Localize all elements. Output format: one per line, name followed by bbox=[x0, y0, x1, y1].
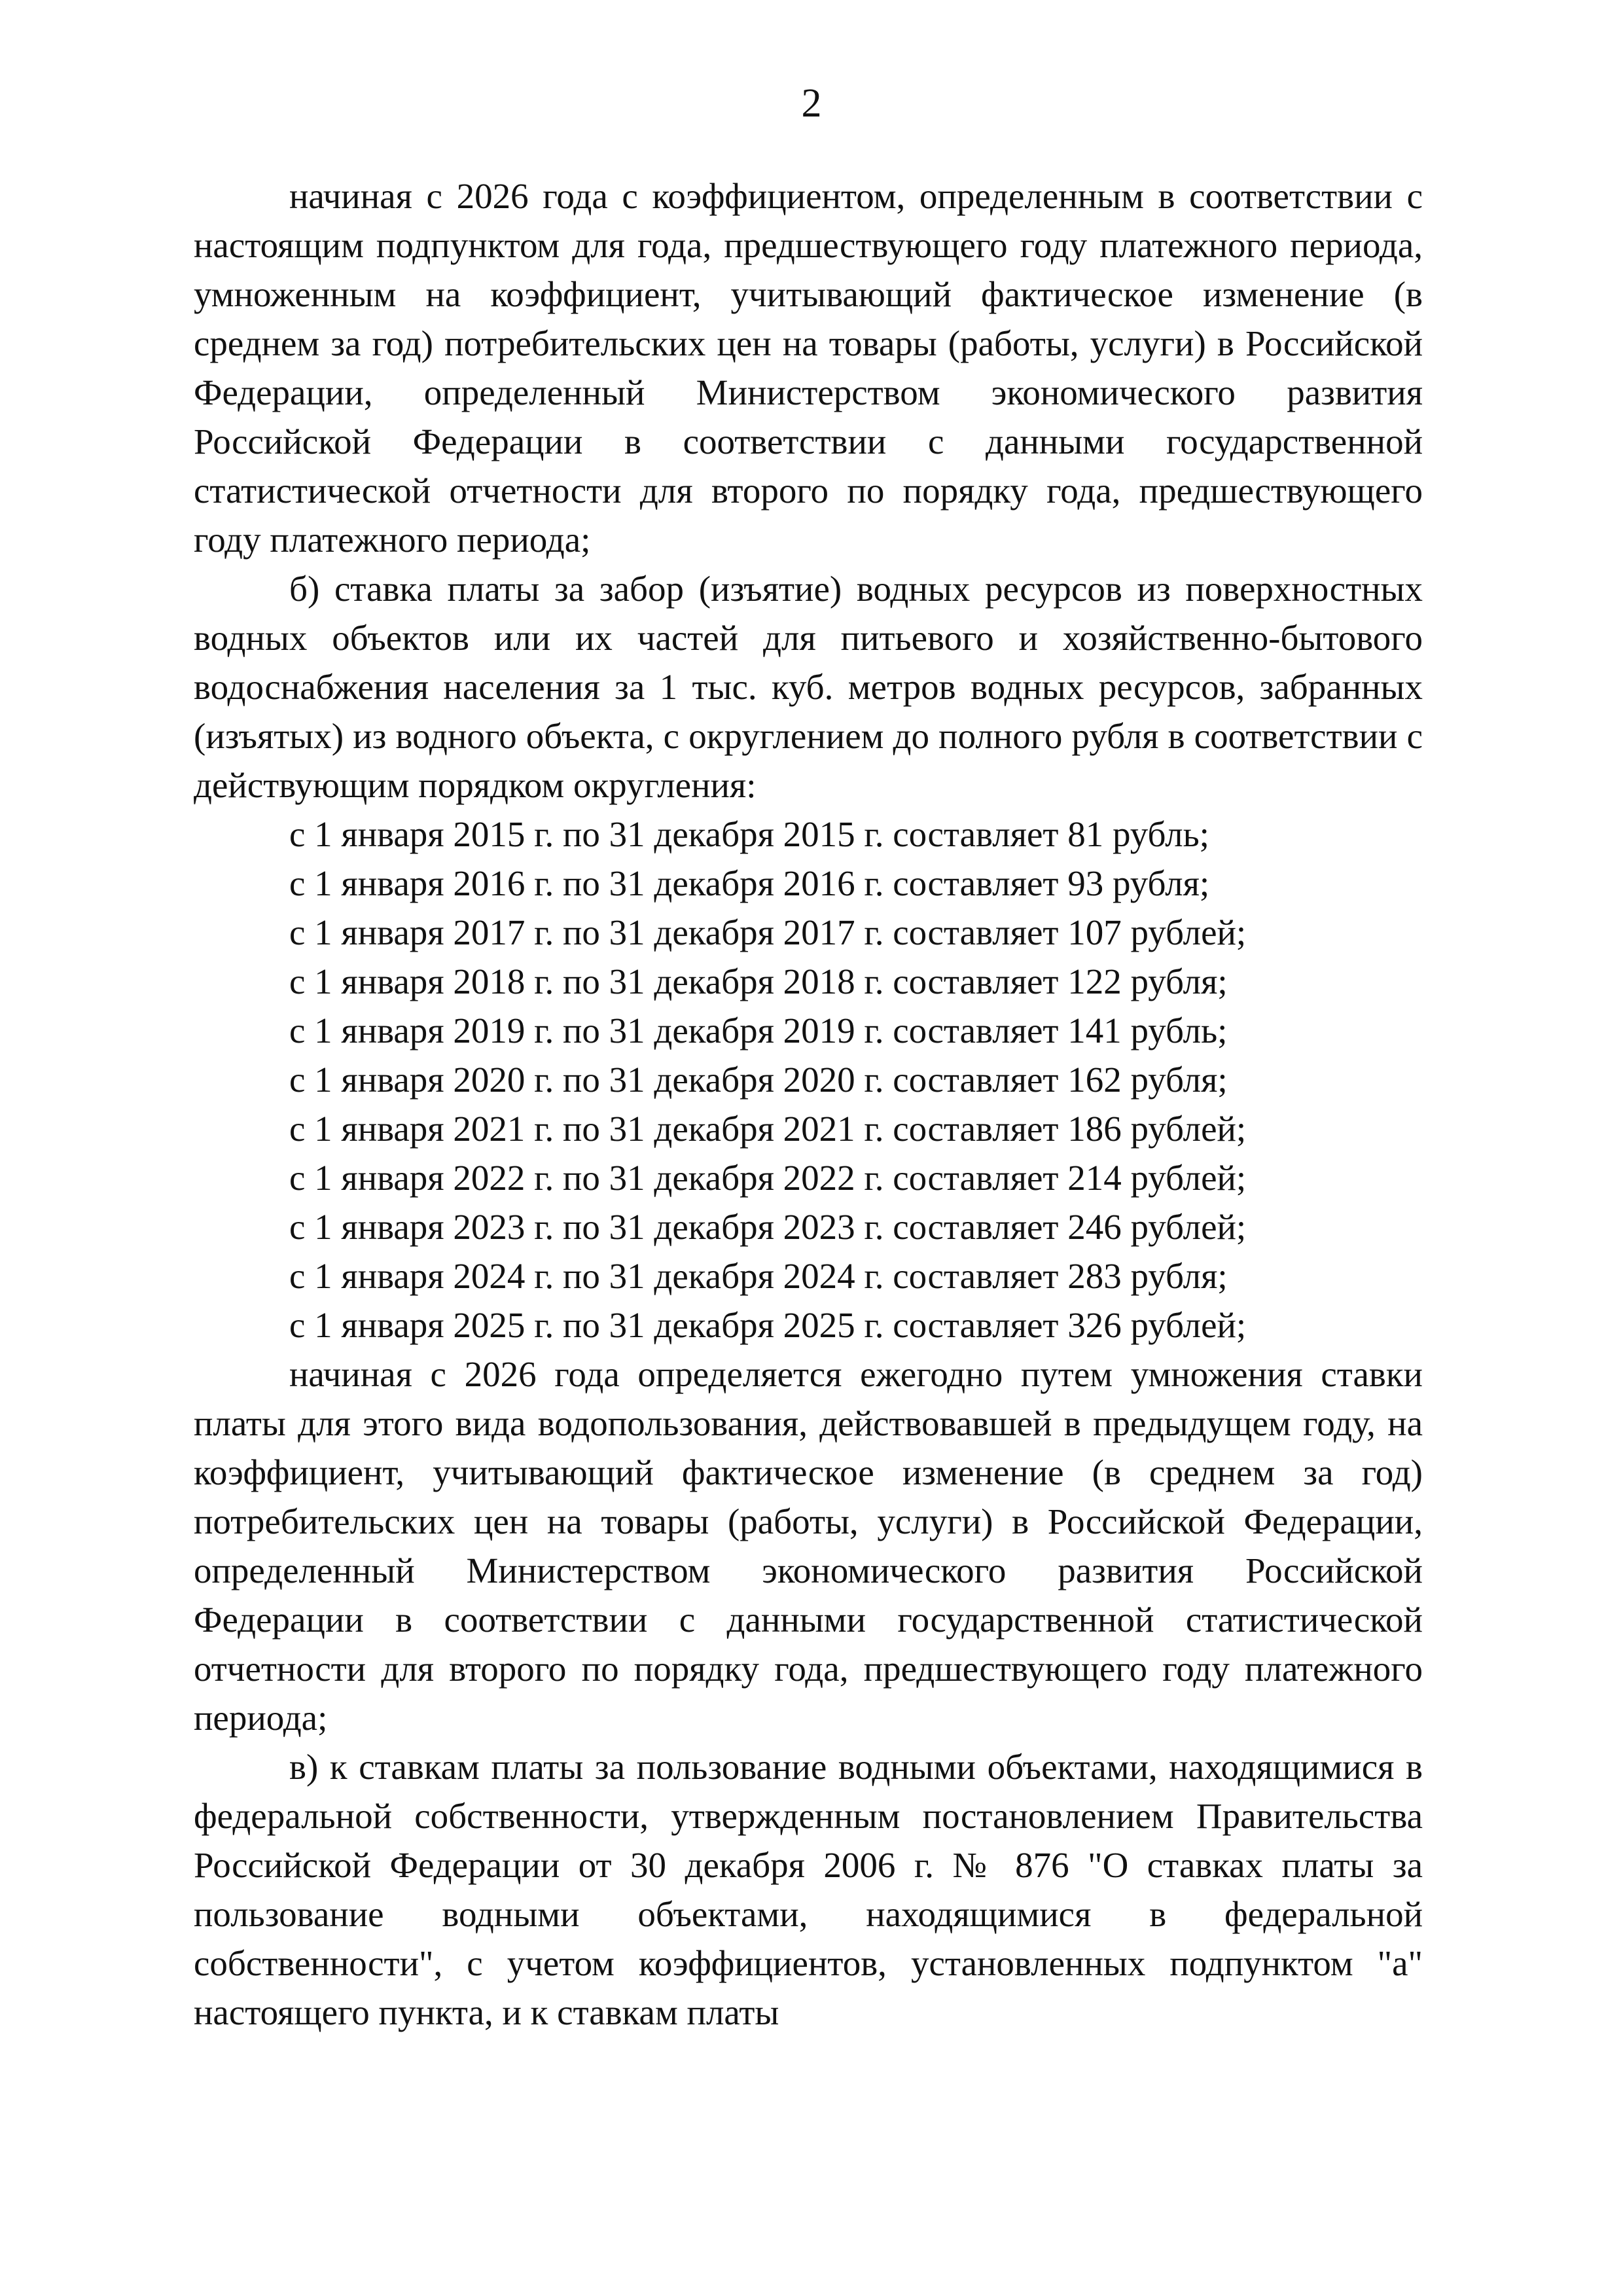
rate-item-2025: с 1 января 2025 г. по 31 декабря 2025 г. составляет 326 рублей; bbox=[289, 1305, 1247, 1345]
rate-item-2021: с 1 января 2021 г. по 31 декабря 2021 г. составляет 186 рублей; bbox=[289, 1109, 1247, 1149]
document-body bbox=[194, 171, 1423, 2037]
paragraph-subitem-v: в) к ставкам платы за пользование водными объектами, находящимися в федеральной собственности, утвержденным постановлением Правительства Российской Федерации от 30 декабря 2006 г. № 876 "О ставках платы за пользование водными объектами, находящимися в федеральной собственности", с учетом коэффициентов, установленных подпунктом "а" настоящего пункта, и к ставкам платы bbox=[194, 1747, 1423, 2032]
rate-item-2017: с 1 января 2017 г. по 31 декабря 2017 г. составляет 107 рублей; bbox=[289, 912, 1247, 952]
rate-item-2015: с 1 января 2015 г. по 31 декабря 2015 г. составляет 81 рубль; bbox=[289, 814, 1209, 854]
page-number: 2 bbox=[801, 81, 822, 126]
paragraph-subitem-b: б) ставка платы за забор (изъятие) водных ресурсов из поверхностных водных объектов или их частей для питьевого и хозяйственно-бытового водоснабжения населения за 1 тыс. куб. метров водных ресурсов, забранных (изъятых) из водного объекта, с округлением до полного рубля в соответствии с действующим порядком округления: bbox=[194, 569, 1423, 805]
rate-item-2016: с 1 января 2016 г. по 31 декабря 2016 г. составляет 93 рубля; bbox=[289, 863, 1210, 903]
rate-item-2024: с 1 января 2024 г. по 31 декабря 2024 г. составляет 283 рубля; bbox=[289, 1256, 1228, 1296]
rate-item-2022: с 1 января 2022 г. по 31 декабря 2022 г. составляет 214 рублей; bbox=[289, 1158, 1247, 1198]
paragraph-coefficient-2026: начиная с 2026 года с коэффициентом, определенным в соответствии с настоящим подпунктом для года, предшествующего году платежного периода, умноженным на коэффициент, учитывающий фактическое изменение (в среднем за год) потребительских цен на товары (работы, услуги) в Российской Федерации, определенный Министерством экономического развития Российской Федерации в соответствии с данными государственной статистической отчетности для второго по порядку года, предшествующего году платежного периода; bbox=[194, 176, 1423, 560]
rate-item-2020: с 1 января 2020 г. по 31 декабря 2020 г. составляет 162 рубля; bbox=[289, 1060, 1228, 1100]
rate-item-2018: с 1 января 2018 г. по 31 декабря 2018 г. составляет 122 рубля; bbox=[289, 961, 1228, 1001]
rate-item-2019: с 1 января 2019 г. по 31 декабря 2019 г. составляет 141 рубль; bbox=[289, 1011, 1228, 1050]
paragraph-annual-indexation: начиная с 2026 года определяется ежегодно путем умножения ставки платы для этого вида водопользования, действовавшей в предыдущем году, на коэффициент, учитывающий фактическое изменение (в среднем за год) потребительских цен на товары (работы, услуги) в Российской Федерации, определенный Министерством экономического развития Российской Федерации в соответствии с данными государственной статистической отчетности для второго по порядку года, предшествующего году платежного периода; bbox=[194, 1354, 1423, 1738]
rate-item-2023: с 1 января 2023 г. по 31 декабря 2023 г. составляет 246 рублей; bbox=[289, 1207, 1247, 1247]
